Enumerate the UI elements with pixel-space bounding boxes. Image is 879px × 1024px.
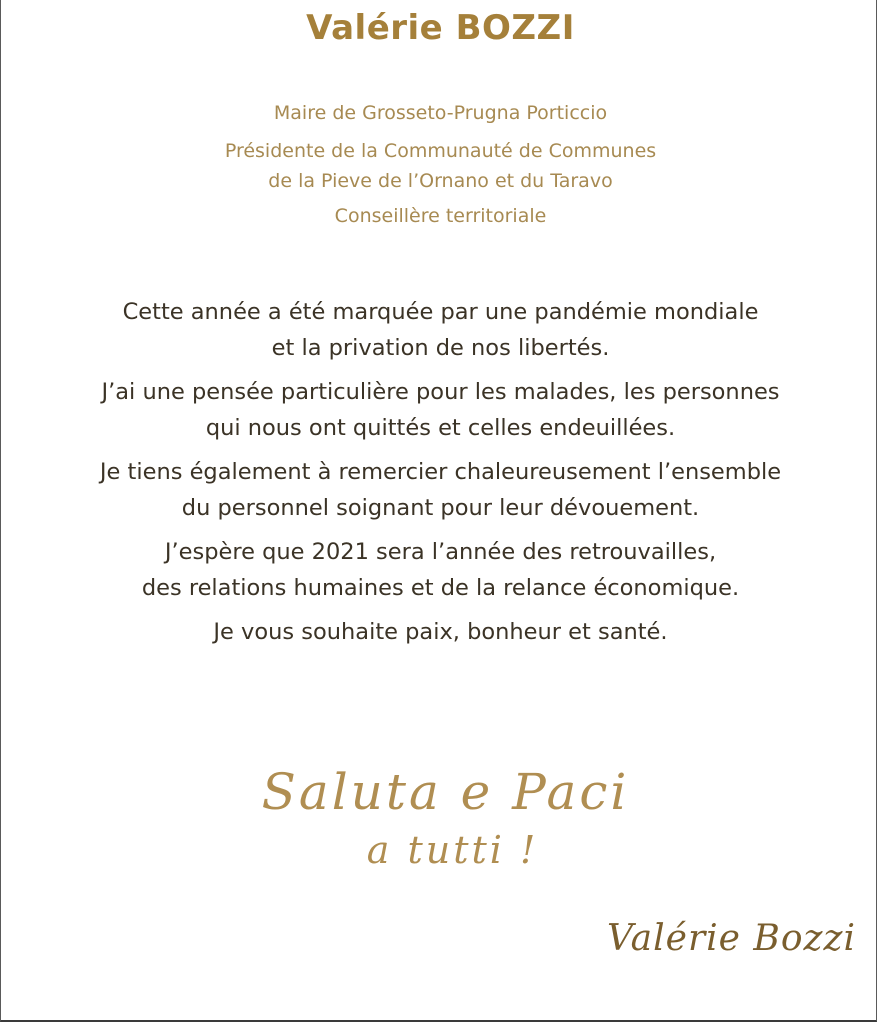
greeting-line-2: a tutti ! xyxy=(366,828,539,872)
signature: Valérie Bozzi xyxy=(606,918,856,959)
message-line: du personnel soignant pour leur dévouement. xyxy=(181,495,700,521)
sender-titles xyxy=(1,98,879,231)
message-paragraph xyxy=(1,534,879,606)
message-paragraph xyxy=(1,454,879,526)
message-line: J’espère que 2021 sera l’année des retrouvailles, xyxy=(164,539,717,565)
handwritten-greeting xyxy=(1,762,879,878)
message-paragraph xyxy=(1,374,879,446)
message-line: Cette année a été marquée par une pandémie mondiale xyxy=(122,299,759,325)
message-line: Je vous souhaite paix, bonheur et santé. xyxy=(213,619,668,645)
message-line: Je tiens également à remercier chaleureusement l’ensemble xyxy=(99,459,782,485)
sender-name: Valérie BOZZI xyxy=(306,8,575,48)
role-president-continued: de la Pieve de l’Ornano et du Taravo xyxy=(268,170,613,192)
greeting-line-1: Saluta e Paci xyxy=(261,763,630,821)
message-line: qui nous ont quittés et celles endeuillées. xyxy=(205,415,676,441)
message-line: des relations humaines et de la relance économique. xyxy=(141,575,740,601)
role-president: Présidente de la Communauté de Communes xyxy=(224,140,657,162)
message-paragraph xyxy=(1,294,879,366)
role-councillor: Conseillère territoriale xyxy=(334,205,547,227)
message-body xyxy=(1,294,879,658)
message-line: J’ai une pensée particulière pour les malades, les personnes xyxy=(101,379,780,405)
message-line: et la privation de nos libertés. xyxy=(271,335,610,361)
role-mayor: Maire de Grosseto-Prugna Porticcio xyxy=(273,102,608,124)
message-paragraph xyxy=(1,614,879,650)
